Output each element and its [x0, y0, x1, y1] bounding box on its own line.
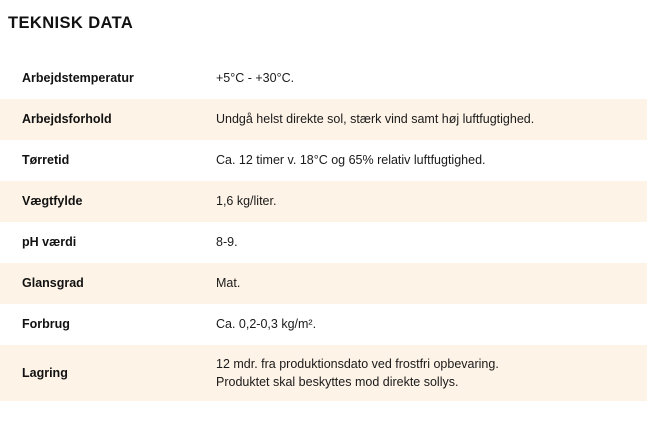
row-value	[210, 58, 647, 99]
table-row	[0, 140, 647, 181]
row-label: Tørretid	[22, 153, 70, 168]
row-label: Vægtfylde	[22, 194, 83, 209]
row-value-line: 12 mdr. fra produktionsdato ved frostfri opbevaring.	[216, 356, 499, 371]
row-value	[210, 345, 647, 401]
table-row	[0, 181, 647, 222]
row-value-line: +5°C - +30°C.	[216, 71, 295, 86]
row-value-line: Ca. 12 timer v. 18°C og 65% relativ luftfugtighed.	[216, 153, 486, 168]
row-label: Lagring	[22, 365, 68, 380]
table-row	[0, 58, 647, 99]
row-value	[210, 181, 647, 222]
table-row	[0, 345, 647, 401]
row-value-line: Ca. 0,2-0,3 kg/m².	[216, 317, 317, 332]
row-value	[210, 263, 647, 304]
page-title: TEKNISK DATA	[8, 14, 134, 32]
row-value	[210, 99, 647, 140]
table-body	[0, 58, 647, 401]
table-row	[0, 304, 647, 345]
row-value-line: Undgå helst direkte sol, stærk vind samt høj luftfugtighed.	[216, 112, 535, 127]
row-label: pH værdi	[22, 235, 77, 250]
row-value	[210, 140, 647, 181]
row-value-line: 8-9.	[216, 235, 238, 250]
table-row	[0, 222, 647, 263]
row-value	[210, 304, 647, 345]
row-value-line: 1,6 kg/liter.	[216, 194, 277, 209]
row-label: Arbejdstemperatur	[22, 71, 134, 86]
row-value-line: Produktet skal beskyttes mod direkte sollys.	[216, 374, 459, 389]
row-label: Forbrug	[22, 317, 70, 332]
technical-data-table	[0, 58, 647, 401]
table-row	[0, 99, 647, 140]
table-row	[0, 263, 647, 304]
row-value-line: Mat.	[216, 276, 241, 291]
row-label: Glansgrad	[22, 276, 84, 291]
row-label: Arbejdsforhold	[22, 112, 112, 127]
row-value	[210, 222, 647, 263]
